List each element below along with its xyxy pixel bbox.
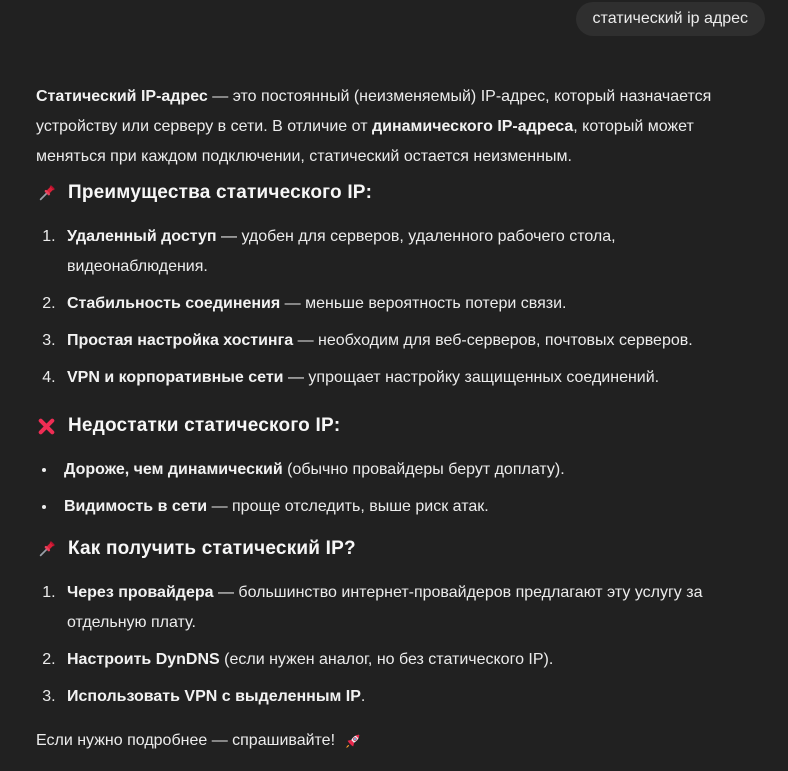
section-heading-how-to-get: [36, 536, 755, 562]
section-title: Как получить статический IP?: [68, 538, 356, 559]
cross-mark-icon: [36, 416, 57, 437]
intro-bold-term: динамического IP-адреса: [371, 118, 574, 135]
rocket-icon: [343, 731, 363, 751]
intro-bold-term: Статический IP-адрес: [36, 88, 208, 105]
outro-paragraph: [36, 726, 755, 756]
list-item: 4. VPN и корпоративные сети — упрощает настройку защищенных соединений.: [60, 363, 755, 393]
list-item: 2. Настроить DynDNS (если нужен аналог, но без статического IP).: [60, 645, 755, 675]
pushpin-icon: [36, 183, 57, 204]
outro-text: Если нужно подробнее — спрашивайте!: [36, 732, 336, 749]
list-item: 3. Простая настройка хостинга — необходим для веб-серверов, почтовых серверов.: [60, 326, 755, 356]
user-message-text: статический ip адрес: [592, 10, 748, 27]
section-heading-disadvantages: [36, 413, 755, 439]
list-item: • Дороже, чем динамический (обычно провайдеры берут доплату).: [57, 455, 755, 485]
section-title: Недостатки статического IP:: [68, 415, 341, 436]
advantages-list: [36, 222, 755, 393]
list-item: 1. Через провайдера — большинство интернет-провайдеров предлагают эту услугу за отдельную плату.: [60, 578, 755, 638]
intro-paragraph: Статический IP-адрес — это постоянный (неизменяемый) IP-адрес, который назначается устройству или серверу в сети. В отличие от динамического IP-адреса, который может меняться при каждом подключении, статический остается неизменным.: [36, 88, 712, 165]
list-item: 1. Удаленный доступ — удобен для серверов, удаленного рабочего стола, видеонаблюдения.: [60, 222, 755, 282]
section-title: Преимущества статического IP:: [68, 182, 373, 203]
how-to-get-list: [36, 578, 755, 712]
list-item: 3. Использовать VPN с выделенным IP.: [60, 682, 755, 712]
pushpin-icon: [36, 539, 57, 560]
user-message-bubble: [576, 2, 765, 36]
section-heading-advantages: [36, 180, 755, 206]
disadvantages-list: [36, 455, 755, 522]
assistant-message: [36, 82, 765, 771]
list-item: • Видимость в сети — проще отследить, выше риск атак.: [57, 492, 755, 522]
list-item: 2. Стабильность соединения — меньше вероятность потери связи.: [60, 289, 755, 319]
user-message-row: [36, 2, 765, 36]
